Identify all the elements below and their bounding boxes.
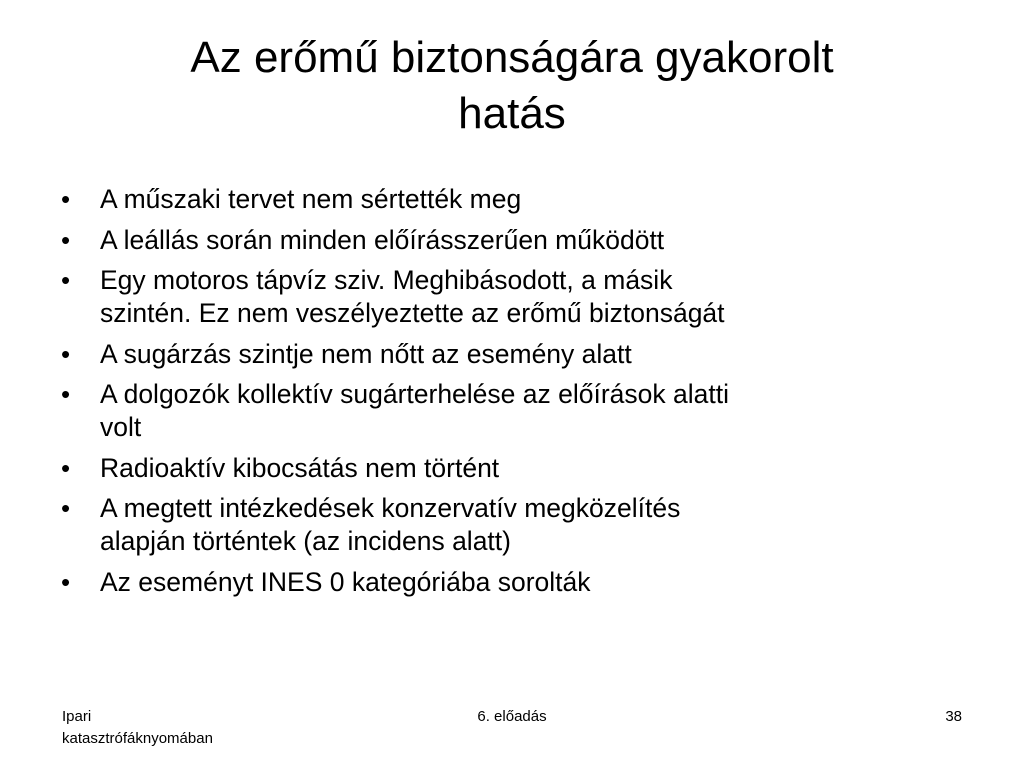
bullet-dot: • [61, 452, 71, 483]
bullet-text: A leállás során minden előírásszerűen működött [100, 224, 665, 255]
bullet-text: alapján történtek (az incidens alatt) [100, 526, 511, 556]
bullet-text: Radioaktív kibocsátás nem történt [100, 452, 500, 483]
bullet-dot: • [61, 184, 71, 214]
bullet-item [58, 338, 958, 371]
slide-title-line: hatás [458, 89, 566, 138]
bullet-item [58, 224, 958, 257]
bullet-item [58, 378, 958, 444]
bullet-text: A sugárzás szintje nem nőtt az esemény alatt [100, 338, 632, 369]
bullet-text: Egy motoros tápvíz sziv. Meghibásodott, a másik [100, 265, 673, 295]
bullet-list [58, 183, 958, 606]
bullet-item [58, 264, 958, 330]
footer-slide-number: 38 [945, 708, 962, 725]
bullet-dot: • [61, 265, 71, 295]
footer-course-name [62, 706, 322, 750]
footer-course-name-line: katasztrófáknyomában [62, 730, 213, 747]
slide-title-line: Az erőmű biztonságára gyakorolt [190, 33, 834, 82]
bullet-text: A megtett intézkedések konzervatív megközelítés [100, 493, 681, 523]
bullet-item [58, 492, 958, 558]
bullet-item [58, 566, 958, 599]
bullet-text: volt [100, 412, 142, 442]
bullet-dot: • [61, 224, 71, 255]
bullet-text: A műszaki tervet nem sértették meg [100, 184, 522, 214]
bullet-text: A dolgozók kollektív sugárterhelése az előírások alatti [100, 379, 729, 409]
slide-title [60, 30, 964, 142]
bullet-text: Az eseményt INES 0 kategóriába sorolták [100, 566, 591, 597]
bullet-dot: • [61, 493, 71, 523]
footer-lecture-label: 6. előadás [477, 708, 547, 725]
bullet-dot: • [61, 338, 71, 369]
bullet-item [58, 183, 958, 216]
footer-course-name-line: Ipari [62, 708, 92, 725]
bullet-item [58, 452, 958, 485]
bullet-dot: • [61, 379, 71, 409]
bullet-text: szintén. Ez nem veszélyeztette az erőmű biztonságát [100, 298, 725, 328]
bullet-dot: • [61, 566, 71, 597]
